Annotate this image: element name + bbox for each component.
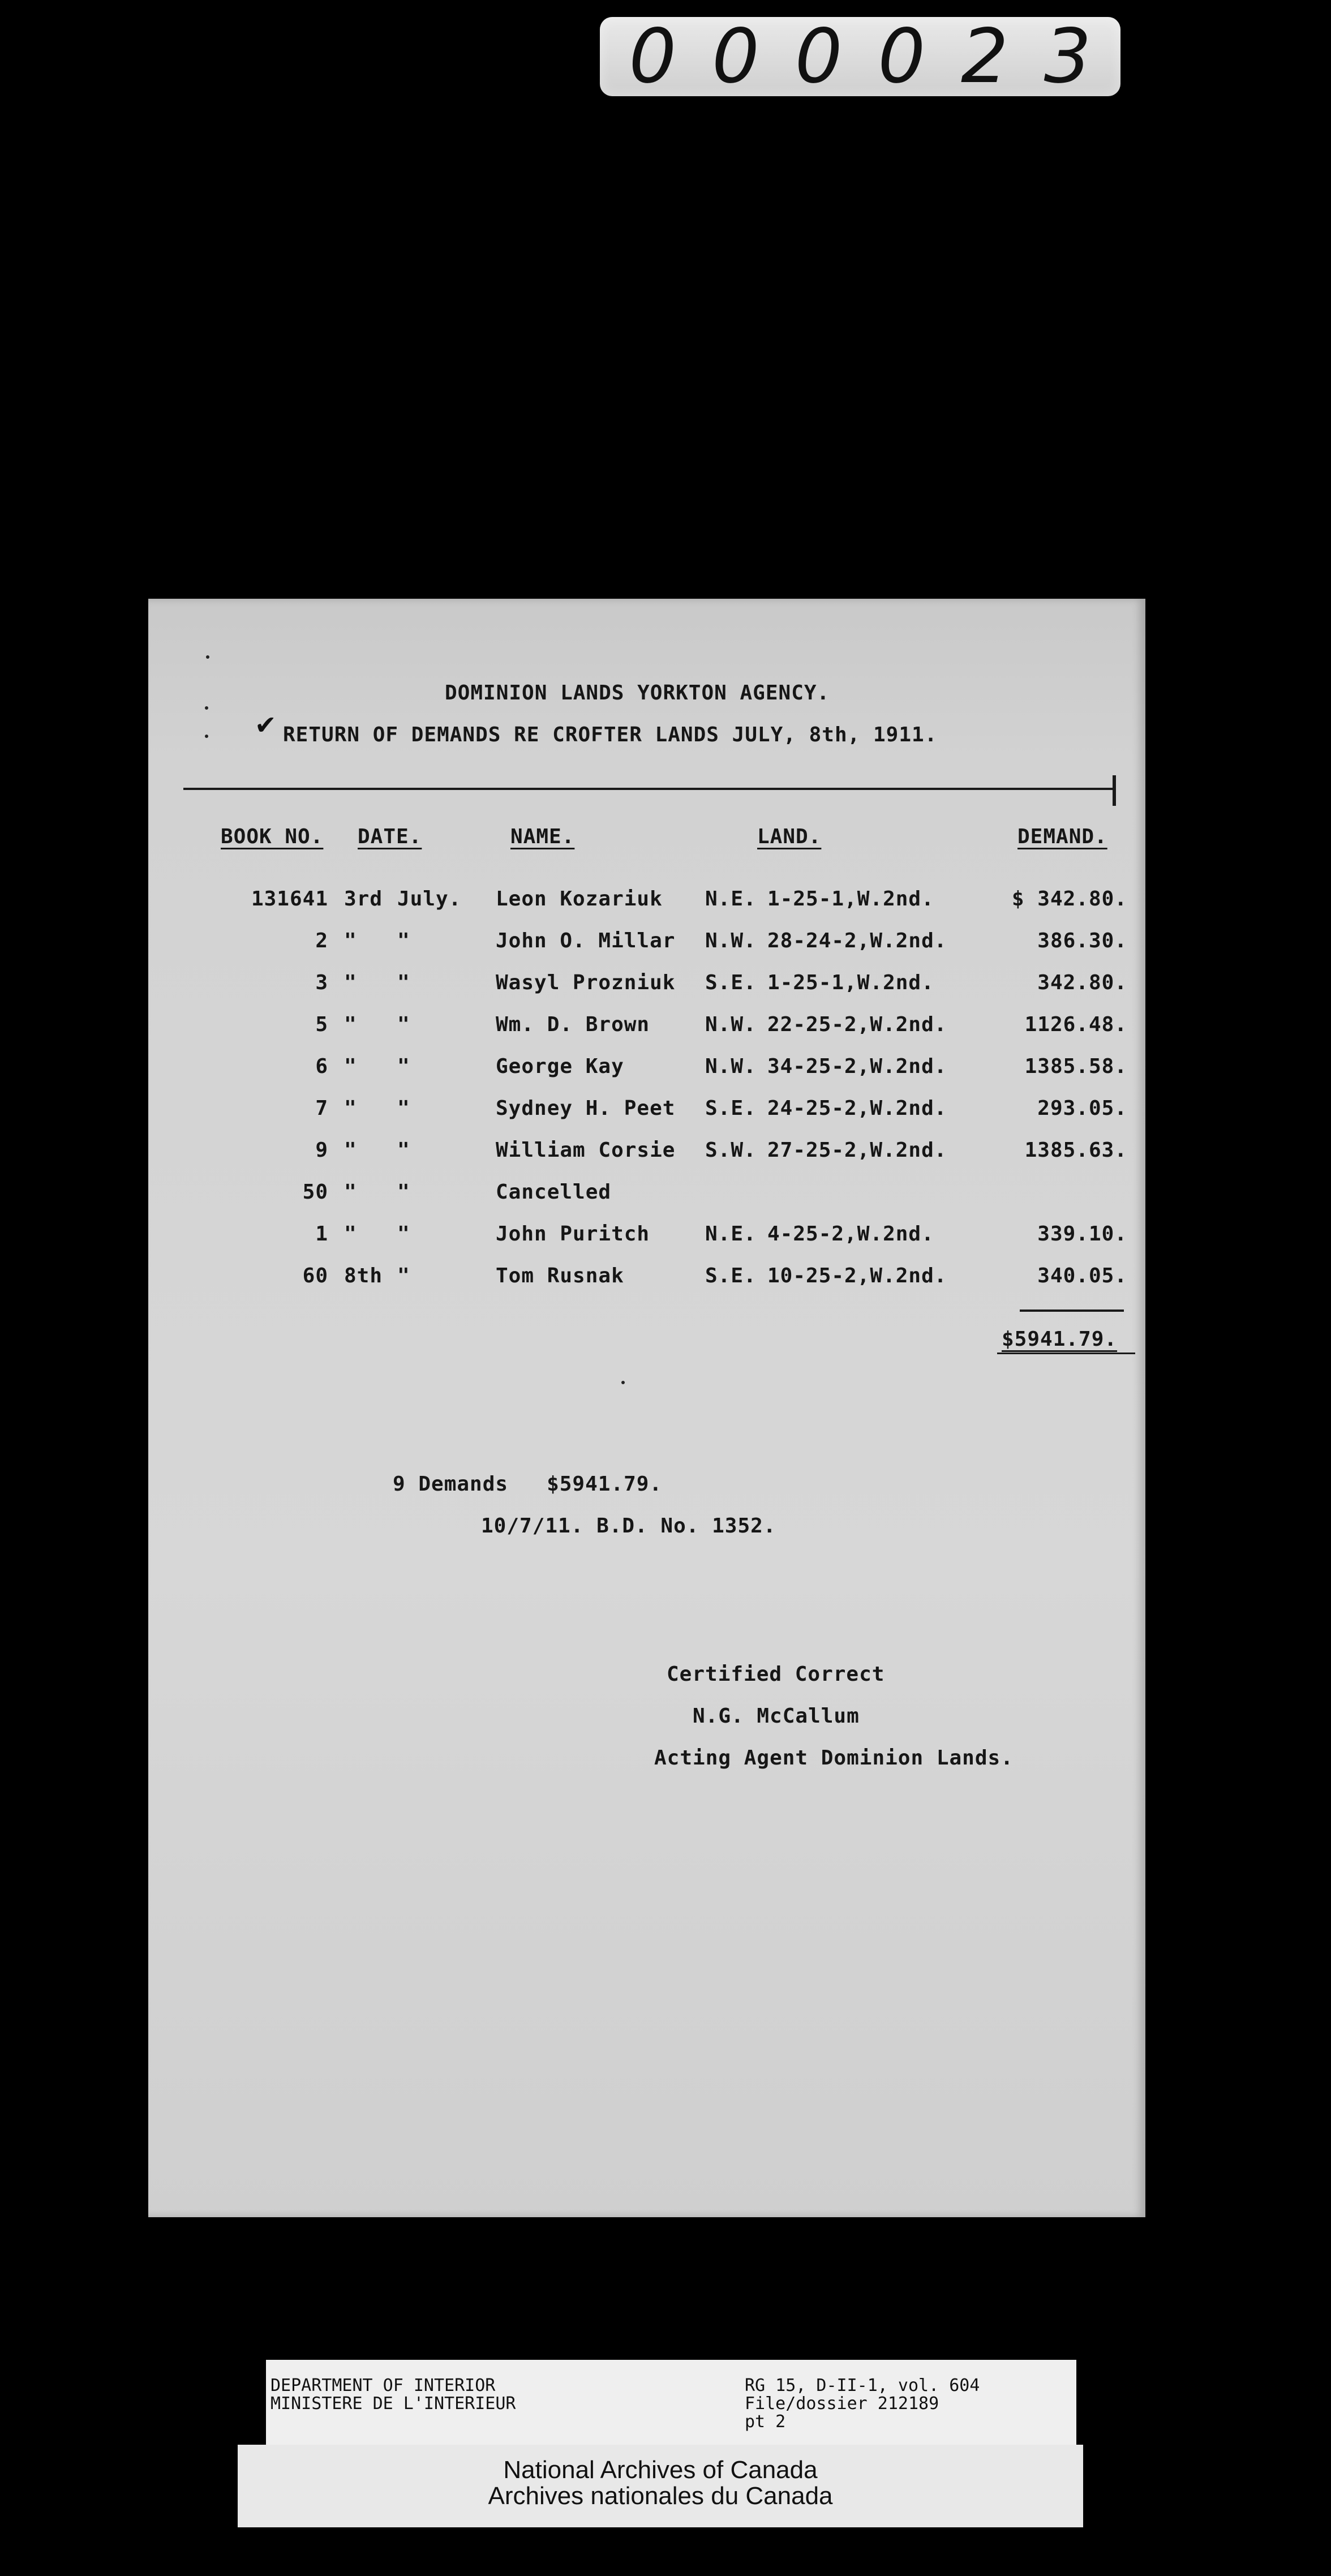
- frame-digit: 0: [629, 13, 677, 100]
- archives-name-french: Archives nationales du Canada: [488, 2482, 833, 2510]
- row-book-no: 1: [315, 1222, 328, 1246]
- file-dossier-number: File/dossier 212189: [745, 2394, 939, 2414]
- row-date-day: ": [344, 1097, 357, 1120]
- row-book-no: 60: [302, 1264, 328, 1287]
- row-name: Cancelled: [496, 1180, 612, 1204]
- document-heading: DOMINION LANDS YORKTON AGENCY.: [445, 681, 830, 705]
- row-demand: 293.05.: [1037, 1097, 1127, 1120]
- row-name: Leon Kozariuk: [496, 887, 663, 911]
- row-book-no: 9: [315, 1139, 328, 1162]
- row-land-section: 1-25-1,W.2nd.: [767, 887, 934, 911]
- row-date-month: ": [397, 1139, 410, 1162]
- row-land-section: 1-25-1,W.2nd.: [767, 971, 934, 994]
- certified-line: Certified Correct: [667, 1663, 885, 1686]
- column-header-book-no: BOOK NO.: [221, 825, 324, 848]
- row-name: John O. Millar: [496, 929, 676, 952]
- column-header-name: NAME.: [510, 825, 575, 848]
- row-land-quarter: N.E.: [705, 1222, 757, 1246]
- national-archives-label: [238, 2445, 1083, 2527]
- row-date-month: ": [397, 971, 410, 994]
- row-date-month: ": [397, 1180, 410, 1204]
- row-date-month: ": [397, 1013, 410, 1036]
- margin-speck: [206, 655, 209, 659]
- row-land-quarter: N.W.: [705, 929, 757, 952]
- part-number: pt 2: [745, 2412, 786, 2432]
- row-name: Sydney H. Peet: [496, 1097, 676, 1120]
- frame-digit: 2: [960, 13, 1008, 100]
- row-demand: 1385.63.: [1024, 1139, 1127, 1162]
- row-land-quarter: S.E.: [705, 971, 757, 994]
- row-land-quarter: N.E.: [705, 887, 757, 911]
- row-name: William Corsie: [496, 1139, 676, 1162]
- row-demand: 386.30.: [1037, 929, 1127, 952]
- row-name: Tom Rusnak: [496, 1264, 624, 1287]
- row-land-section: 4-25-2,W.2nd.: [767, 1222, 934, 1246]
- row-date-day: ": [344, 1222, 357, 1246]
- row-date-day: ": [344, 929, 357, 952]
- column-header-land: LAND.: [757, 825, 822, 848]
- total-underline: [997, 1353, 1135, 1354]
- row-book-no: 2: [315, 929, 328, 952]
- row-name: John Puritch: [496, 1222, 650, 1246]
- check-mark-icon: ✔: [255, 710, 277, 740]
- column-header-date: DATE.: [358, 825, 422, 848]
- column-header-demand: DEMAND.: [1017, 825, 1107, 848]
- row-land-quarter: S.E.: [705, 1264, 757, 1287]
- frame-digit: 0: [795, 13, 843, 100]
- row-date-day: 8th: [344, 1264, 383, 1287]
- row-land-section: 22-25-2,W.2nd.: [767, 1013, 947, 1036]
- row-land-section: 10-25-2,W.2nd.: [767, 1264, 947, 1287]
- department-french: MINISTERE DE L'INTERIEUR: [271, 2394, 516, 2414]
- margin-speck: [205, 706, 208, 710]
- archives-name-english: National Archives of Canada: [503, 2456, 818, 2484]
- row-date-month: ": [397, 1222, 410, 1246]
- row-demand: 342.80.: [1037, 971, 1127, 994]
- row-date-month: July.: [397, 887, 462, 911]
- row-book-no: 7: [315, 1097, 328, 1120]
- header-divider: [183, 788, 1115, 790]
- record-group-reference: RG 15, D-II-1, vol. 604: [745, 2376, 980, 2395]
- row-book-no: 6: [315, 1055, 328, 1078]
- frame-digit: 0: [711, 13, 759, 100]
- row-land-quarter: N.W.: [705, 1055, 757, 1078]
- document-subheading: RETURN OF DEMANDS RE CROFTER LANDS JULY, 8th, 1911.: [283, 723, 938, 746]
- signer-title: Acting Agent Dominion Lands.: [654, 1746, 1014, 1770]
- row-date-month: ": [397, 1097, 410, 1120]
- row-date-day: 3rd: [344, 887, 383, 911]
- total-rule: [1020, 1310, 1124, 1312]
- frame-digit: 0: [878, 13, 926, 100]
- row-book-no: 50: [302, 1180, 328, 1204]
- row-date-day: ": [344, 971, 357, 994]
- row-land-section: 24-25-2,W.2nd.: [767, 1097, 947, 1120]
- row-date-month: ": [397, 1055, 410, 1078]
- row-land-quarter: S.E.: [705, 1097, 757, 1120]
- signer-name: N.G. McCallum: [693, 1705, 860, 1728]
- row-date-day: ": [344, 1013, 357, 1036]
- total-amount: $5941.79.: [1002, 1328, 1118, 1351]
- margin-speck: [205, 735, 208, 738]
- row-name: Wm. D. Brown: [496, 1013, 650, 1036]
- row-land-section: 28-24-2,W.2nd.: [767, 929, 947, 952]
- row-land-quarter: S.W.: [705, 1139, 757, 1162]
- archive-reference-label: [266, 2360, 1076, 2445]
- department-english: DEPARTMENT OF INTERIOR: [271, 2376, 496, 2395]
- row-book-no: 5: [315, 1013, 328, 1036]
- row-land-section: 34-25-2,W.2nd.: [767, 1055, 947, 1078]
- document-page: [148, 599, 1145, 2217]
- row-book-no: 3: [315, 971, 328, 994]
- divider-tick: [1113, 775, 1116, 806]
- row-date-month: ": [397, 1264, 410, 1287]
- row-date-day: ": [344, 1139, 357, 1162]
- row-date-day: ": [344, 1180, 357, 1204]
- row-land-quarter: N.W.: [705, 1013, 757, 1036]
- row-land-section: 27-25-2,W.2nd.: [767, 1139, 947, 1162]
- row-demand: 340.05.: [1037, 1264, 1127, 1287]
- margin-speck: [621, 1381, 625, 1384]
- row-demand: 1385.58.: [1024, 1055, 1127, 1078]
- row-name: Wasyl Prozniuk: [496, 971, 676, 994]
- row-book-no: 131641: [251, 887, 328, 911]
- row-demand: 339.10.: [1037, 1222, 1127, 1246]
- row-demand: $ 342.80.: [1011, 887, 1127, 911]
- row-demand: 1126.48.: [1024, 1013, 1127, 1036]
- frame-number-stamp: [600, 13, 1120, 100]
- summary-demands: 9 Demands $5941.79.: [393, 1472, 663, 1496]
- row-date-month: ": [397, 929, 410, 952]
- row-name: George Kay: [496, 1055, 624, 1078]
- summary-reference: 10/7/11. B.D. No. 1352.: [481, 1514, 776, 1538]
- row-date-day: ": [344, 1055, 357, 1078]
- frame-digit: 3: [1044, 13, 1092, 100]
